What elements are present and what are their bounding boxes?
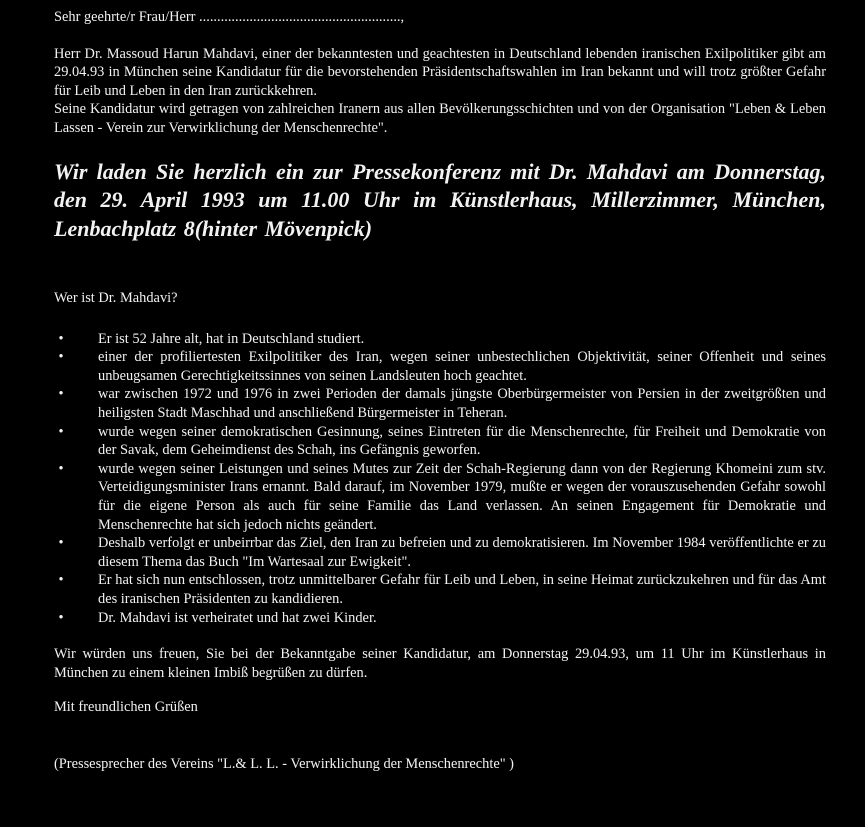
- closing-greeting: Mit freundlichen Grüßen: [54, 699, 198, 716]
- fact-text: einer der profiliertesten Exilpolitiker des Iran, wegen seiner unbestechlichen Objektivität, seiner Offenheit und seines unbeugsamen Gerechtigkeitssinnes von seinen Landsleuten hoch geachtet.: [98, 349, 826, 384]
- list-item: [54, 348, 826, 385]
- fact-text: war zwischen 1972 und 1976 in zwei Perioden der damals jüngste Oberbürgermeister von Persien in der zweitgrößten und heiligsten Stadt Maschhad und anschließend Bürgermeister in Teheran.: [98, 386, 826, 422]
- who-heading: Wer ist Dr. Mahdavi?: [54, 290, 178, 307]
- bullet-icon: •: [58, 535, 64, 552]
- intro-paragraph-2: Seine Kandidatur wird getragen von zahlreichen Iranern aus allen Bevölkerungsschichten und von der Organisation "Leben & Leben Lassen - Verein zur Verwirklichung der Menschenrechte".: [54, 101, 826, 136]
- intro-section: [54, 45, 826, 138]
- list-item: [54, 609, 826, 628]
- fact-text: Deshalb verfolgt er unbeirrbar das Ziel, den Iran zu befreien und zu demokratisieren. Im November 1984 veröffentlichte er zu diesem Thema das Buch "Im Wartesaal zur Ewigkeit".: [98, 535, 826, 570]
- facts-list: [54, 330, 826, 628]
- signature-line: (Pressesprecher des Vereins "L.& L. L. - Verwirklichung der Menschenrechte" ): [54, 755, 514, 772]
- list-item: [54, 385, 826, 422]
- list-item: [54, 460, 826, 534]
- list-item: [54, 330, 826, 349]
- bullet-icon: •: [58, 460, 64, 477]
- bullet-icon: •: [58, 349, 64, 366]
- bullet-icon: •: [58, 330, 64, 347]
- document-page: [54, 8, 826, 774]
- fact-text: Dr. Mahdavi ist verheiratet und hat zwei Kinder.: [98, 609, 377, 626]
- closing-paragraph: Wir würden uns freuen, Sie bei der Bekanntgabe seiner Kandidatur, am Donnerstag 29.04.93, um 11 Uhr im Künstlerhaus in München zu einem kleinen Imbiß begrüßen zu dürfen.: [54, 646, 826, 681]
- salutation: Sehr geehrte/r Frau/Herr ........................................................,: [54, 9, 405, 25]
- fact-text: wurde wegen seiner Leistungen und seines Mutes zur Zeit der Schah-Regierung dann von der Regierung Khomeini zum stv. Verteidigungsminister Irans ernannt. Bald darauf, im November 1979, mußte er wegen der vorauszusehenden Gefahr sowohl für die eigene Person als auch für seine Familie das Land verlassen. An seinen Engagement für Demokratie und Menschenrechte hat sich jedoch nichts geändert.: [98, 460, 826, 533]
- press-conference-invitation: Wir laden Sie herzlich ein zur Pressekonferenz mit Dr. Mahdavi am Donnerstag, den 29. April 1993 um 11.00 Uhr im Künstlerhaus, Millerzimmer, München, Lenbachplatz 8(hinter Mövenpick): [54, 158, 826, 241]
- fact-text: Er hat sich nun entschlossen, trotz unmittelbarer Gefahr für Leib und Leben, in seine Heimat zurückzukehren und für das Amt des iranischen Präsidenten zu kandidieren.: [98, 572, 826, 607]
- list-item: [54, 534, 826, 571]
- bullet-icon: •: [58, 572, 64, 589]
- bullet-icon: •: [58, 386, 64, 403]
- intro-paragraph-1: Herr Dr. Massoud Harun Mahdavi, einer der bekanntesten und geachtesten in Deutschland lebenden iranischen Exilpolitiker gibt am 29.04.93 in München seine Kandidatur für die bevorstehenden Präsidentschaftswahlen im Iran bekannt und will trotz größter Gefahr für Leib und Leben in den Iran zurückkehren.: [54, 45, 826, 99]
- fact-text: wurde wegen seiner demokratischen Gesinnung, seines Eintreten für die Menschenrechte, für Freiheit und Demokratie von der Savak, dem Geheimdienst des Schah, ins Gefängnis geworfen.: [98, 423, 826, 459]
- list-item: [54, 423, 826, 460]
- list-item: [54, 571, 826, 608]
- fact-text: Er ist 52 Jahre alt, hat in Deutschland studiert.: [98, 330, 365, 347]
- bullet-icon: •: [58, 609, 64, 626]
- bullet-icon: •: [58, 423, 64, 440]
